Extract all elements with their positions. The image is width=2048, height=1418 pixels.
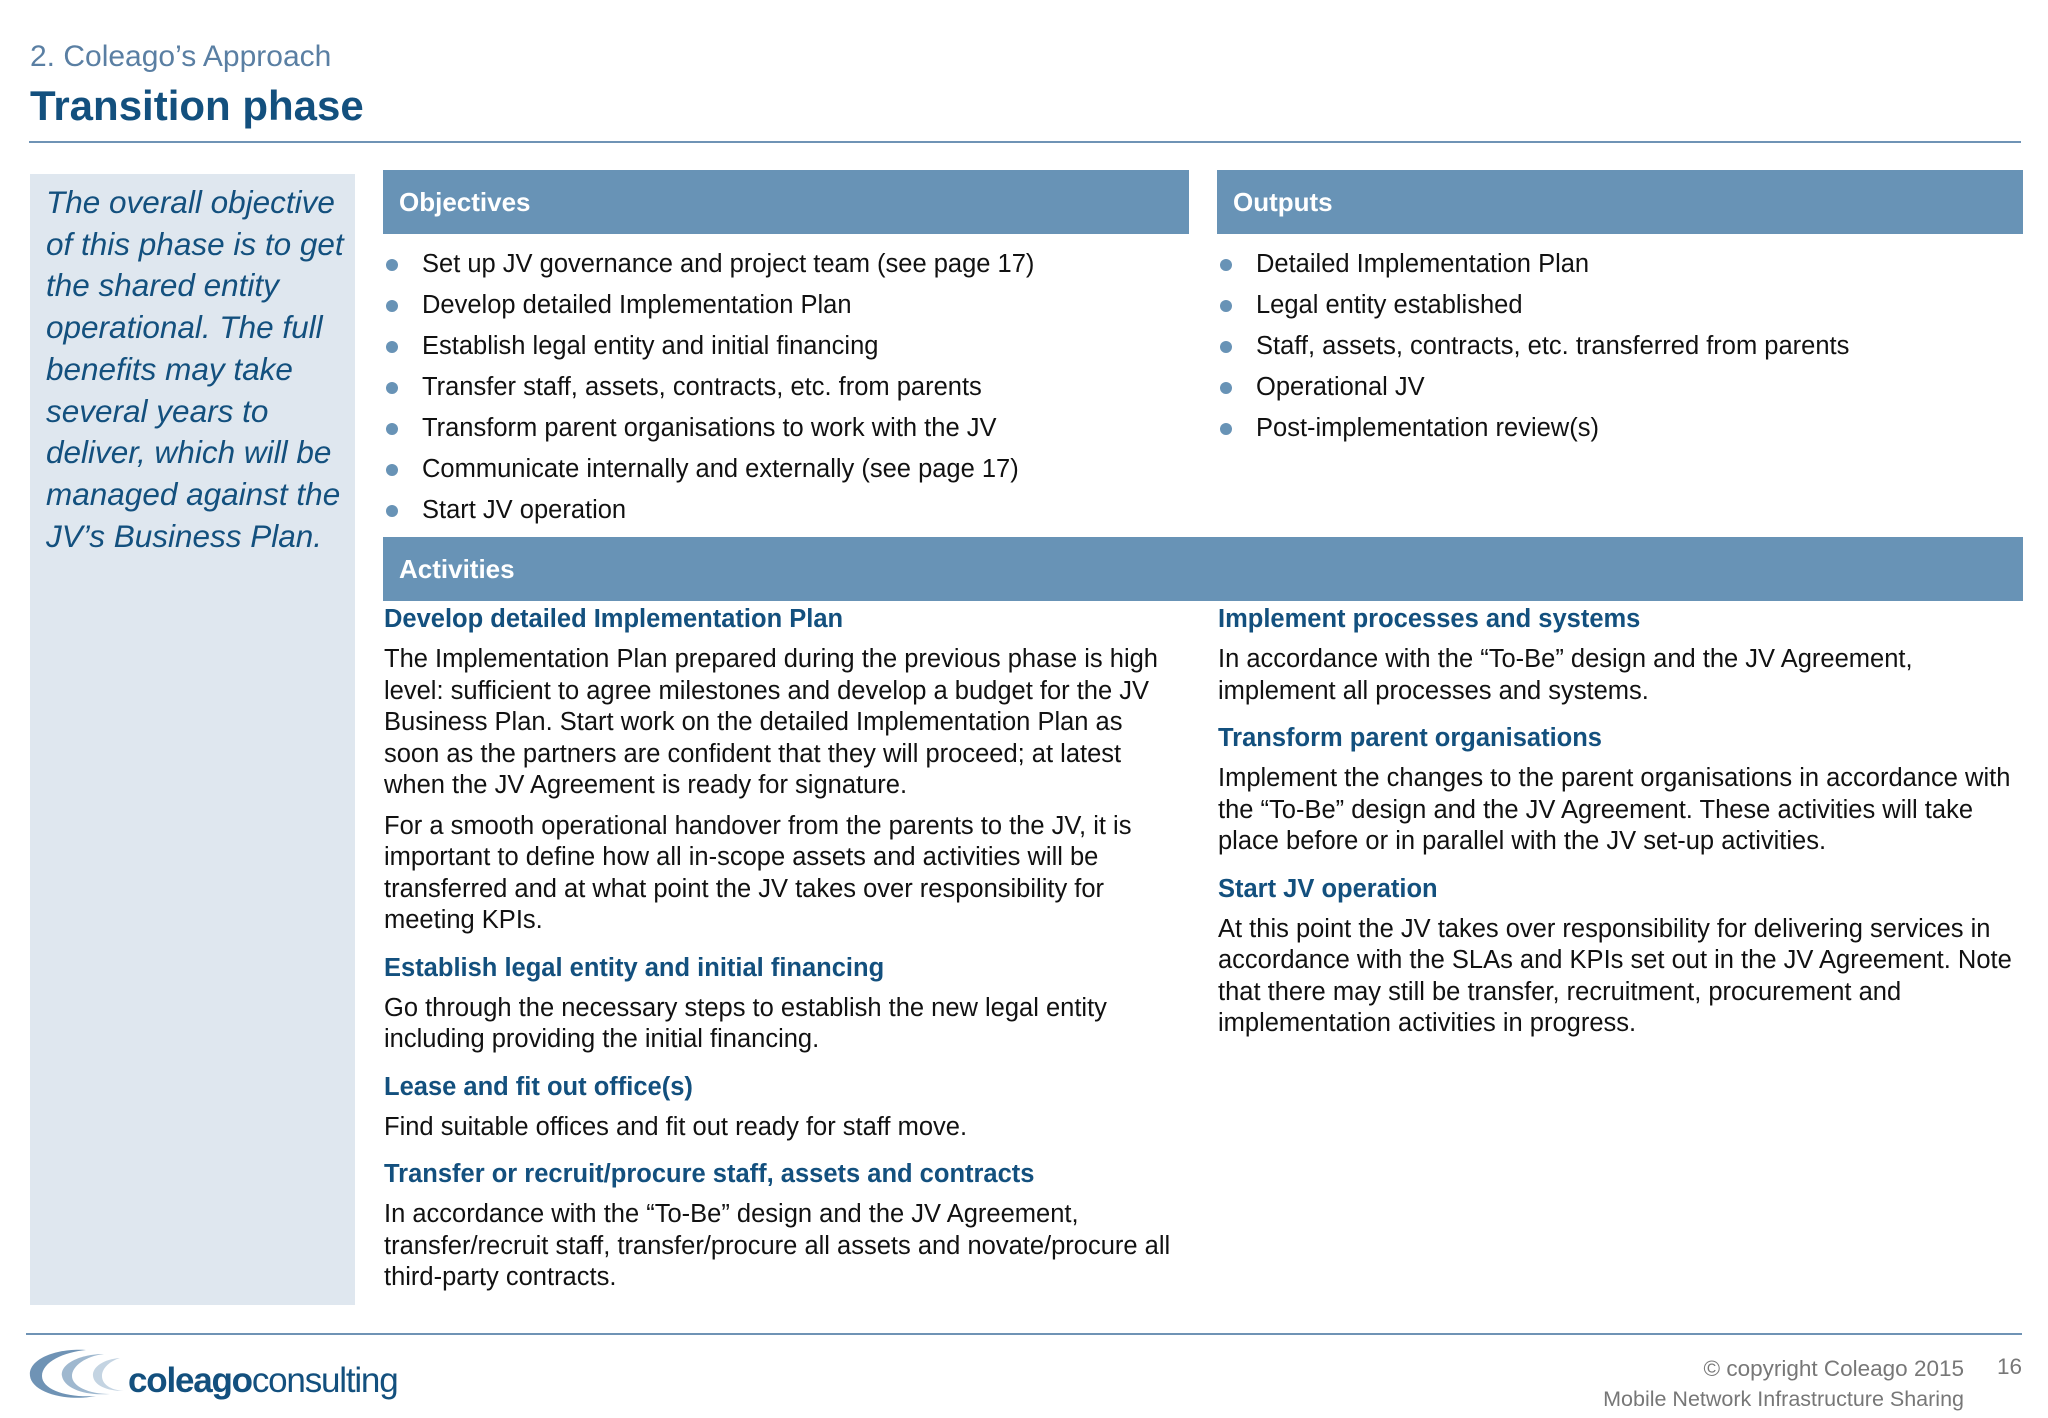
bullet-icon <box>1220 423 1232 435</box>
output-text: Detailed Implementation Plan <box>1256 250 1590 278</box>
bullet-icon <box>386 341 398 353</box>
objective-text: Start JV operation <box>422 496 627 524</box>
bullet-icon <box>386 464 398 476</box>
list-item <box>384 367 1184 408</box>
activity-title: Transform parent organisations <box>1218 724 1602 752</box>
activity-description: Go through the necessary steps to establish the new legal entity including providing the initial financing. <box>384 993 1107 1053</box>
activity-description: In accordance with the “To-Be” design and the JV Agreement, implement all processes and systems. <box>1218 645 1913 705</box>
copyright-notice: © copyright Coleago 2015 <box>1703 1356 1964 1381</box>
objective-text: Communicate internally and externally (see page 17) <box>422 455 1019 483</box>
objectives-list <box>384 244 1184 531</box>
page-title: Transition phase <box>30 82 364 129</box>
activity-title: Lease and fit out office(s) <box>384 1072 693 1101</box>
activity-description: At this point the JV takes over responsibility for delivering services in accordance with the SLAs and KPIs set out in the JV Agreement. Note that there may still be transfer, recruitment, procurement and implementation activities in progress. <box>1218 914 2012 1037</box>
logo-text-light: consulting <box>251 1361 398 1400</box>
list-item <box>1218 326 2018 367</box>
objective-text: Develop detailed Implementation Plan <box>422 291 852 319</box>
bullet-icon <box>386 259 398 271</box>
section-label: 2. Coleago’s Approach <box>30 40 332 73</box>
logo-swoosh-icon <box>24 1346 128 1406</box>
activity-title: Transfer or recruit/procure staff, assets and contracts <box>384 1160 1035 1188</box>
activity-description: Implement the changes to the parent organisations in accordance with the “To-Be” design and the JV Agreement. These activities will take place before or in parallel with the JV set-up activities. <box>1218 764 2011 855</box>
objective-summary-text: The overall objective of this phase is to get the shared entity operational. The full benefits may take several years to deliver, which will be managed against the JV’s Business Plan. <box>46 184 344 554</box>
activities-right-column <box>1218 604 2018 1049</box>
coleago-logo <box>24 1346 398 1406</box>
output-text: Staff, assets, contracts, etc. transferred from parents <box>1256 332 1850 360</box>
outputs-header: Outputs <box>1217 170 2023 234</box>
activity-description: The Implementation Plan prepared during the previous phase is high level: sufficient to agree milestones and develop a budget for the JV Business Plan. Start work on the detailed Implementation Plan as soon as the partners are confident that they will proceed; at latest when the JV Agreement is ready for signature. <box>384 645 1158 799</box>
list-item <box>384 408 1184 449</box>
activity-block <box>1218 604 2018 707</box>
list-item <box>1218 408 2018 449</box>
list-item <box>1218 244 2018 285</box>
activity-title: Establish legal entity and initial financing <box>384 953 885 982</box>
activity-title: Develop detailed Implementation Plan <box>384 605 844 633</box>
list-item <box>384 326 1184 367</box>
objective-text: Set up JV governance and project team (see page 17) <box>422 250 1035 278</box>
list-item <box>384 449 1184 490</box>
list-item <box>1218 285 2018 326</box>
objective-summary-panel <box>30 174 355 1305</box>
activity-block <box>384 953 1184 1056</box>
list-item <box>1218 367 2018 408</box>
activities-header: Activities <box>383 537 2023 601</box>
objectives-header: Objectives <box>383 170 1189 234</box>
activities-left-column <box>384 604 1184 1303</box>
activity-description: In accordance with the “To-Be” design and the JV Agreement, transfer/recruit staff, transfer/procure all assets and novate/procure all third-party contracts. <box>384 1200 1171 1291</box>
bullet-icon <box>1220 382 1232 394</box>
footer-divider <box>26 1333 2022 1335</box>
bullet-icon <box>1220 300 1232 312</box>
objective-text: Establish legal entity and initial financing <box>422 332 879 360</box>
bullet-icon <box>386 423 398 435</box>
activity-title: Implement processes and systems <box>1218 605 1641 633</box>
activity-title: Start JV operation <box>1218 874 1438 903</box>
logo-wordmark <box>128 1360 397 1402</box>
list-item <box>384 244 1184 285</box>
output-text: Post-implementation review(s) <box>1256 414 1599 442</box>
activity-block <box>1218 723 2018 858</box>
title-divider <box>29 141 2021 143</box>
output-text: Legal entity established <box>1256 291 1523 319</box>
activity-description: For a smooth operational handover from the parents to the JV, it is important to define how all in-scope assets and activities will be transferred and at what point the JV takes over responsibility for meeting KPIs. <box>384 811 1132 934</box>
objective-text: Transfer staff, assets, contracts, etc. from parents <box>422 373 982 401</box>
activity-block <box>384 604 1184 937</box>
activity-block <box>384 1072 1184 1144</box>
activity-description: Find suitable offices and fit out ready for staff move. <box>384 1112 968 1141</box>
bullet-icon <box>386 505 398 517</box>
bullet-icon <box>1220 341 1232 353</box>
bullet-icon <box>386 300 398 312</box>
footer-subtitle: Mobile Network Infrastructure Sharing <box>1603 1387 1964 1411</box>
logo-text-bold: coleago <box>128 1361 252 1400</box>
output-text: Operational JV <box>1256 373 1425 401</box>
list-item <box>384 490 1184 531</box>
bullet-icon <box>1220 259 1232 271</box>
objective-text: Transform parent organisations to work with the JV <box>422 414 997 442</box>
activity-block <box>1218 874 2018 1040</box>
list-item <box>384 285 1184 326</box>
outputs-list <box>1218 244 2018 449</box>
activity-block <box>384 1159 1184 1294</box>
page-number: 16 <box>1997 1354 2023 1379</box>
bullet-icon <box>386 382 398 394</box>
